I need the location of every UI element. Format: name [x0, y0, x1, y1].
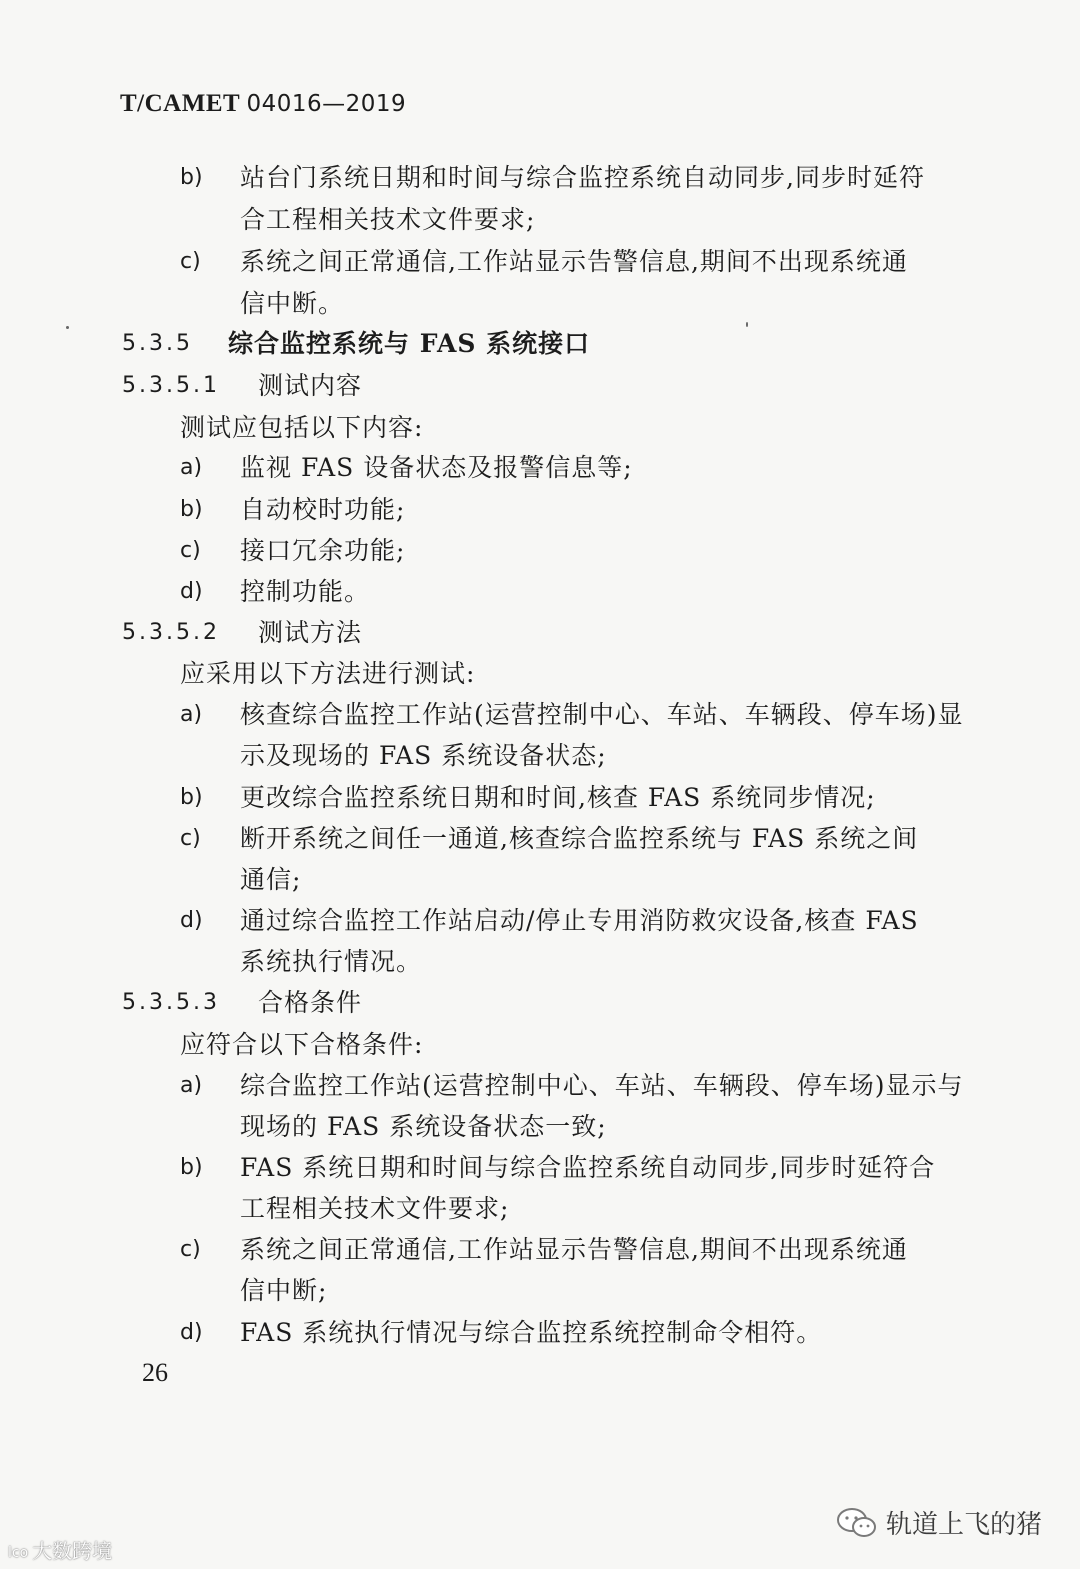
- list-item-text: FAS 系统执行情况与综合监控系统控制命令相符。: [240, 1318, 823, 1347]
- list-marker: b): [180, 1155, 203, 1180]
- subsection-number: 5.3.5.1: [122, 373, 220, 398]
- list-item-text: 站台门系统日期和时间与综合监控系统自动同步,同步时延符: [240, 163, 925, 192]
- watermark-logo: lco: [8, 1544, 29, 1561]
- watermark-left-text: 大数跨境: [32, 1539, 113, 1563]
- intro-text: 测试应包括以下内容:: [180, 413, 424, 442]
- list-item-continuation: 信中断。: [240, 289, 345, 318]
- section-title: 综合监控系统与 FAS 系统接口: [228, 329, 591, 358]
- list-marker: d): [180, 1320, 203, 1345]
- subsection-number: 5.3.5.2: [122, 620, 220, 645]
- list-item-continuation: 现场的 FAS 系统设备状态一致;: [240, 1112, 607, 1141]
- list-item-continuation: 信中断;: [240, 1276, 328, 1305]
- subsection-title: 测试方法: [258, 618, 363, 647]
- list-item-text: 综合监控工作站(运营控制中心、车站、车辆段、停车场)显示与: [240, 1071, 964, 1100]
- list-marker: a): [180, 455, 203, 480]
- section-number: 5.3.5: [122, 331, 193, 356]
- watermark-right-text: 轨道上飞的猪: [886, 1510, 1043, 1540]
- list-marker: b): [180, 785, 203, 810]
- list-item-continuation: 系统执行情况。: [240, 947, 423, 976]
- list-marker: c): [180, 1237, 201, 1262]
- list-item-text: 控制功能。: [240, 577, 371, 606]
- list-marker: c): [180, 538, 201, 563]
- standard-number: 04016—2019: [246, 91, 407, 117]
- list-item-text: FAS 系统日期和时间与综合监控系统自动同步,同步时延符合: [240, 1153, 936, 1182]
- list-item-text: 监视 FAS 设备状态及报警信息等;: [240, 453, 633, 482]
- list-item-text: 自动校时功能;: [240, 495, 406, 524]
- scan-speck: [66, 326, 69, 329]
- watermark-right: [836, 1504, 1042, 1541]
- list-item-continuation: 工程相关技术文件要求;: [240, 1194, 510, 1223]
- page-number: 26: [142, 1358, 168, 1387]
- list-item-text: 更改综合监控系统日期和时间,核查 FAS 系统同步情况;: [240, 783, 876, 812]
- list-marker: b): [180, 497, 203, 522]
- list-item-text: 系统之间正常通信,工作站显示告警信息,期间不出现系统通: [240, 247, 908, 276]
- list-marker: d): [180, 908, 203, 933]
- subsection-title: 测试内容: [258, 371, 363, 400]
- standard-code: T/CAMET: [120, 90, 240, 117]
- list-item-text: 接口冗余功能;: [240, 536, 406, 565]
- scan-speck: [746, 322, 748, 327]
- watermark-left: [8, 1535, 112, 1564]
- subsection-number: 5.3.5.3: [122, 990, 220, 1015]
- list-item-text: 通过综合监控工作站启动/停止专用消防救灾设备,核查 FAS: [240, 906, 919, 935]
- list-item-text: 系统之间正常通信,工作站显示告警信息,期间不出现系统通: [240, 1235, 908, 1264]
- list-marker: d): [180, 579, 203, 604]
- list-marker: c): [180, 826, 201, 851]
- intro-text: 应采用以下方法进行测试:: [180, 659, 476, 688]
- list-marker: a): [180, 1073, 203, 1098]
- standard-header: [120, 90, 406, 118]
- wechat-icon: [836, 1506, 878, 1540]
- list-marker: c): [180, 249, 201, 274]
- list-item-continuation: 通信;: [240, 865, 302, 894]
- list-marker: a): [180, 702, 203, 727]
- intro-text: 应符合以下合格条件:: [180, 1030, 424, 1059]
- list-item-text: 核查综合监控工作站(运营控制中心、车站、车辆段、停车场)显: [240, 700, 964, 729]
- list-marker: b): [180, 165, 203, 190]
- list-item-text: 断开系统之间任一通道,核查综合监控系统与 FAS 系统之间: [240, 824, 919, 853]
- list-item-continuation: 合工程相关技术文件要求;: [240, 205, 536, 234]
- list-item-continuation: 示及现场的 FAS 系统设备状态;: [240, 741, 607, 770]
- subsection-title: 合格条件: [258, 988, 363, 1017]
